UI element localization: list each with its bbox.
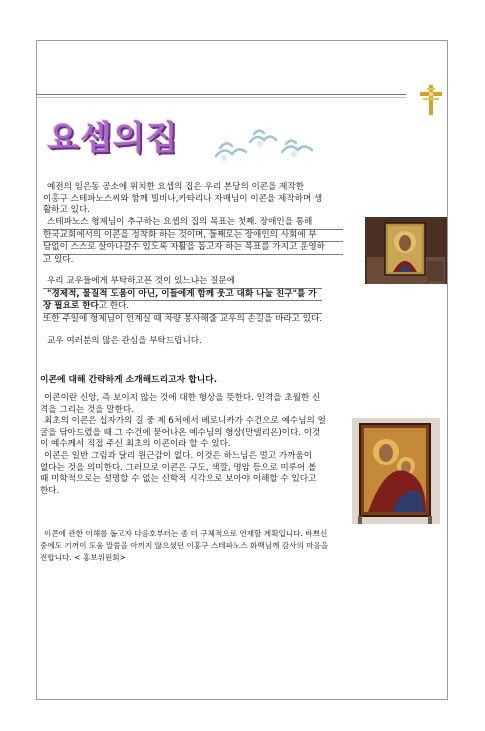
text-line: 스테파노스 형제님이 추구하는 요셉의 집의 목표는 첫째. 장애인을 통해 [43, 217, 343, 230]
text-line: 활하고 있다. [43, 205, 90, 216]
cross-icon [417, 84, 445, 116]
text-line: 이콘은 일반 그림과 달리 원근감이 없다. 이것은 하느님은 멀고 가까움이 [44, 450, 313, 461]
text-fragment: 고 한다. [98, 301, 130, 312]
text-line: 중에도 기꺼이 도움 말씀을 아끼지 않으셨던 이홍구 스테파노스 화백님께 감사의 마음을 [40, 541, 329, 550]
text-line: 우리 교우들에게 부탁하고픈 것이 있느냐는 질문에 [43, 276, 322, 289]
madonna-child-icon-painting [352, 418, 440, 524]
text-line: 이콘이란 신앙, 즉 보이지 않는 것에 대한 형상을 뜻한다. 인격을 초월한 신 [44, 393, 321, 403]
text-line: 굴을 닦아드렸을 때 그 수건에 묻어나온 예수님의 형상(만델리온)이다. 이것 [40, 427, 321, 438]
bold-phrase: 장 필요로 한다 [43, 301, 99, 312]
text-line: 최초의 이콘은 십자가의 길 중 제 6처에서 베로니카가 수건으로 예수님의 얼 [44, 416, 326, 427]
text-line: 때 미학적으로는 설명할 수 없는 신학적 시각으로 보아야 이해할 수 있다고 [40, 474, 317, 485]
text-line: 이 예수께서 직접 주신 최초의 이콘이라 할 수 있다. [40, 439, 231, 450]
cloud-decoration-icon [210, 120, 320, 165]
intro-paragraph [43, 182, 322, 217]
text-line: 예전의 임은동 공소에 위치한 요셉의 집은 우리 본당의 이콘을 제작한 [47, 182, 305, 192]
icon-section-body [40, 393, 326, 497]
text-line: 이콘에 관한 이해를 돕고자 다음호부터는 좀 더 구체적으로 연재할 계획입니다. 바쁘신 [44, 529, 328, 538]
text-line: 격을 그리는 것을 말한다. [40, 404, 134, 415]
goal-paragraph [43, 217, 343, 266]
text-line: "경제적, 물질적 도움이 아닌, 이들에게 함께 웃고 대화 나눌 친구"를 가 [43, 289, 322, 302]
page-title: 요셉의집 [47, 118, 179, 157]
footnote [40, 528, 328, 564]
text-line: 한국교회에서의 이콘을 정착화 하는 것이며, 둘째로는 장애인의 사회에 부 [43, 230, 343, 243]
text-line: 담없이 스스로 살아나갈수 있도록 자활을 돕고자 하는 목표를 가지고 운영하 [43, 242, 343, 255]
text-line: 이홍구 스테파노스씨와 함께 빌비나,카타리나 자매님이 이콘을 제작하며 생 [43, 193, 323, 204]
header-rule-secondary [36, 97, 406, 98]
request-paragraph [43, 276, 322, 325]
text-line: 한다. [40, 485, 60, 496]
header-rule [36, 94, 406, 95]
text-line: 없다는 것을 의미한다. 그러므로 이콘은 구도, 색깔, 명암 등으로 미루어 볼 [40, 462, 317, 473]
text-line [43, 301, 322, 314]
text-line: 또한 주일에 형제님이 인계실 때 차량 봉사해줄 교우의 손길을 바라고 있다. [43, 313, 323, 324]
section-heading: 이콘에 대해 간략하게 소개해드리고자 합니다. [40, 375, 218, 385]
text-line: 전합니다. < 홍보위원회> [40, 553, 126, 562]
christ-icon-painting [365, 217, 447, 284]
text-line: 고 있다. [43, 254, 74, 265]
closing-line: 교우 여러분의 많은 관심을 부탁드립니다. [47, 336, 202, 346]
